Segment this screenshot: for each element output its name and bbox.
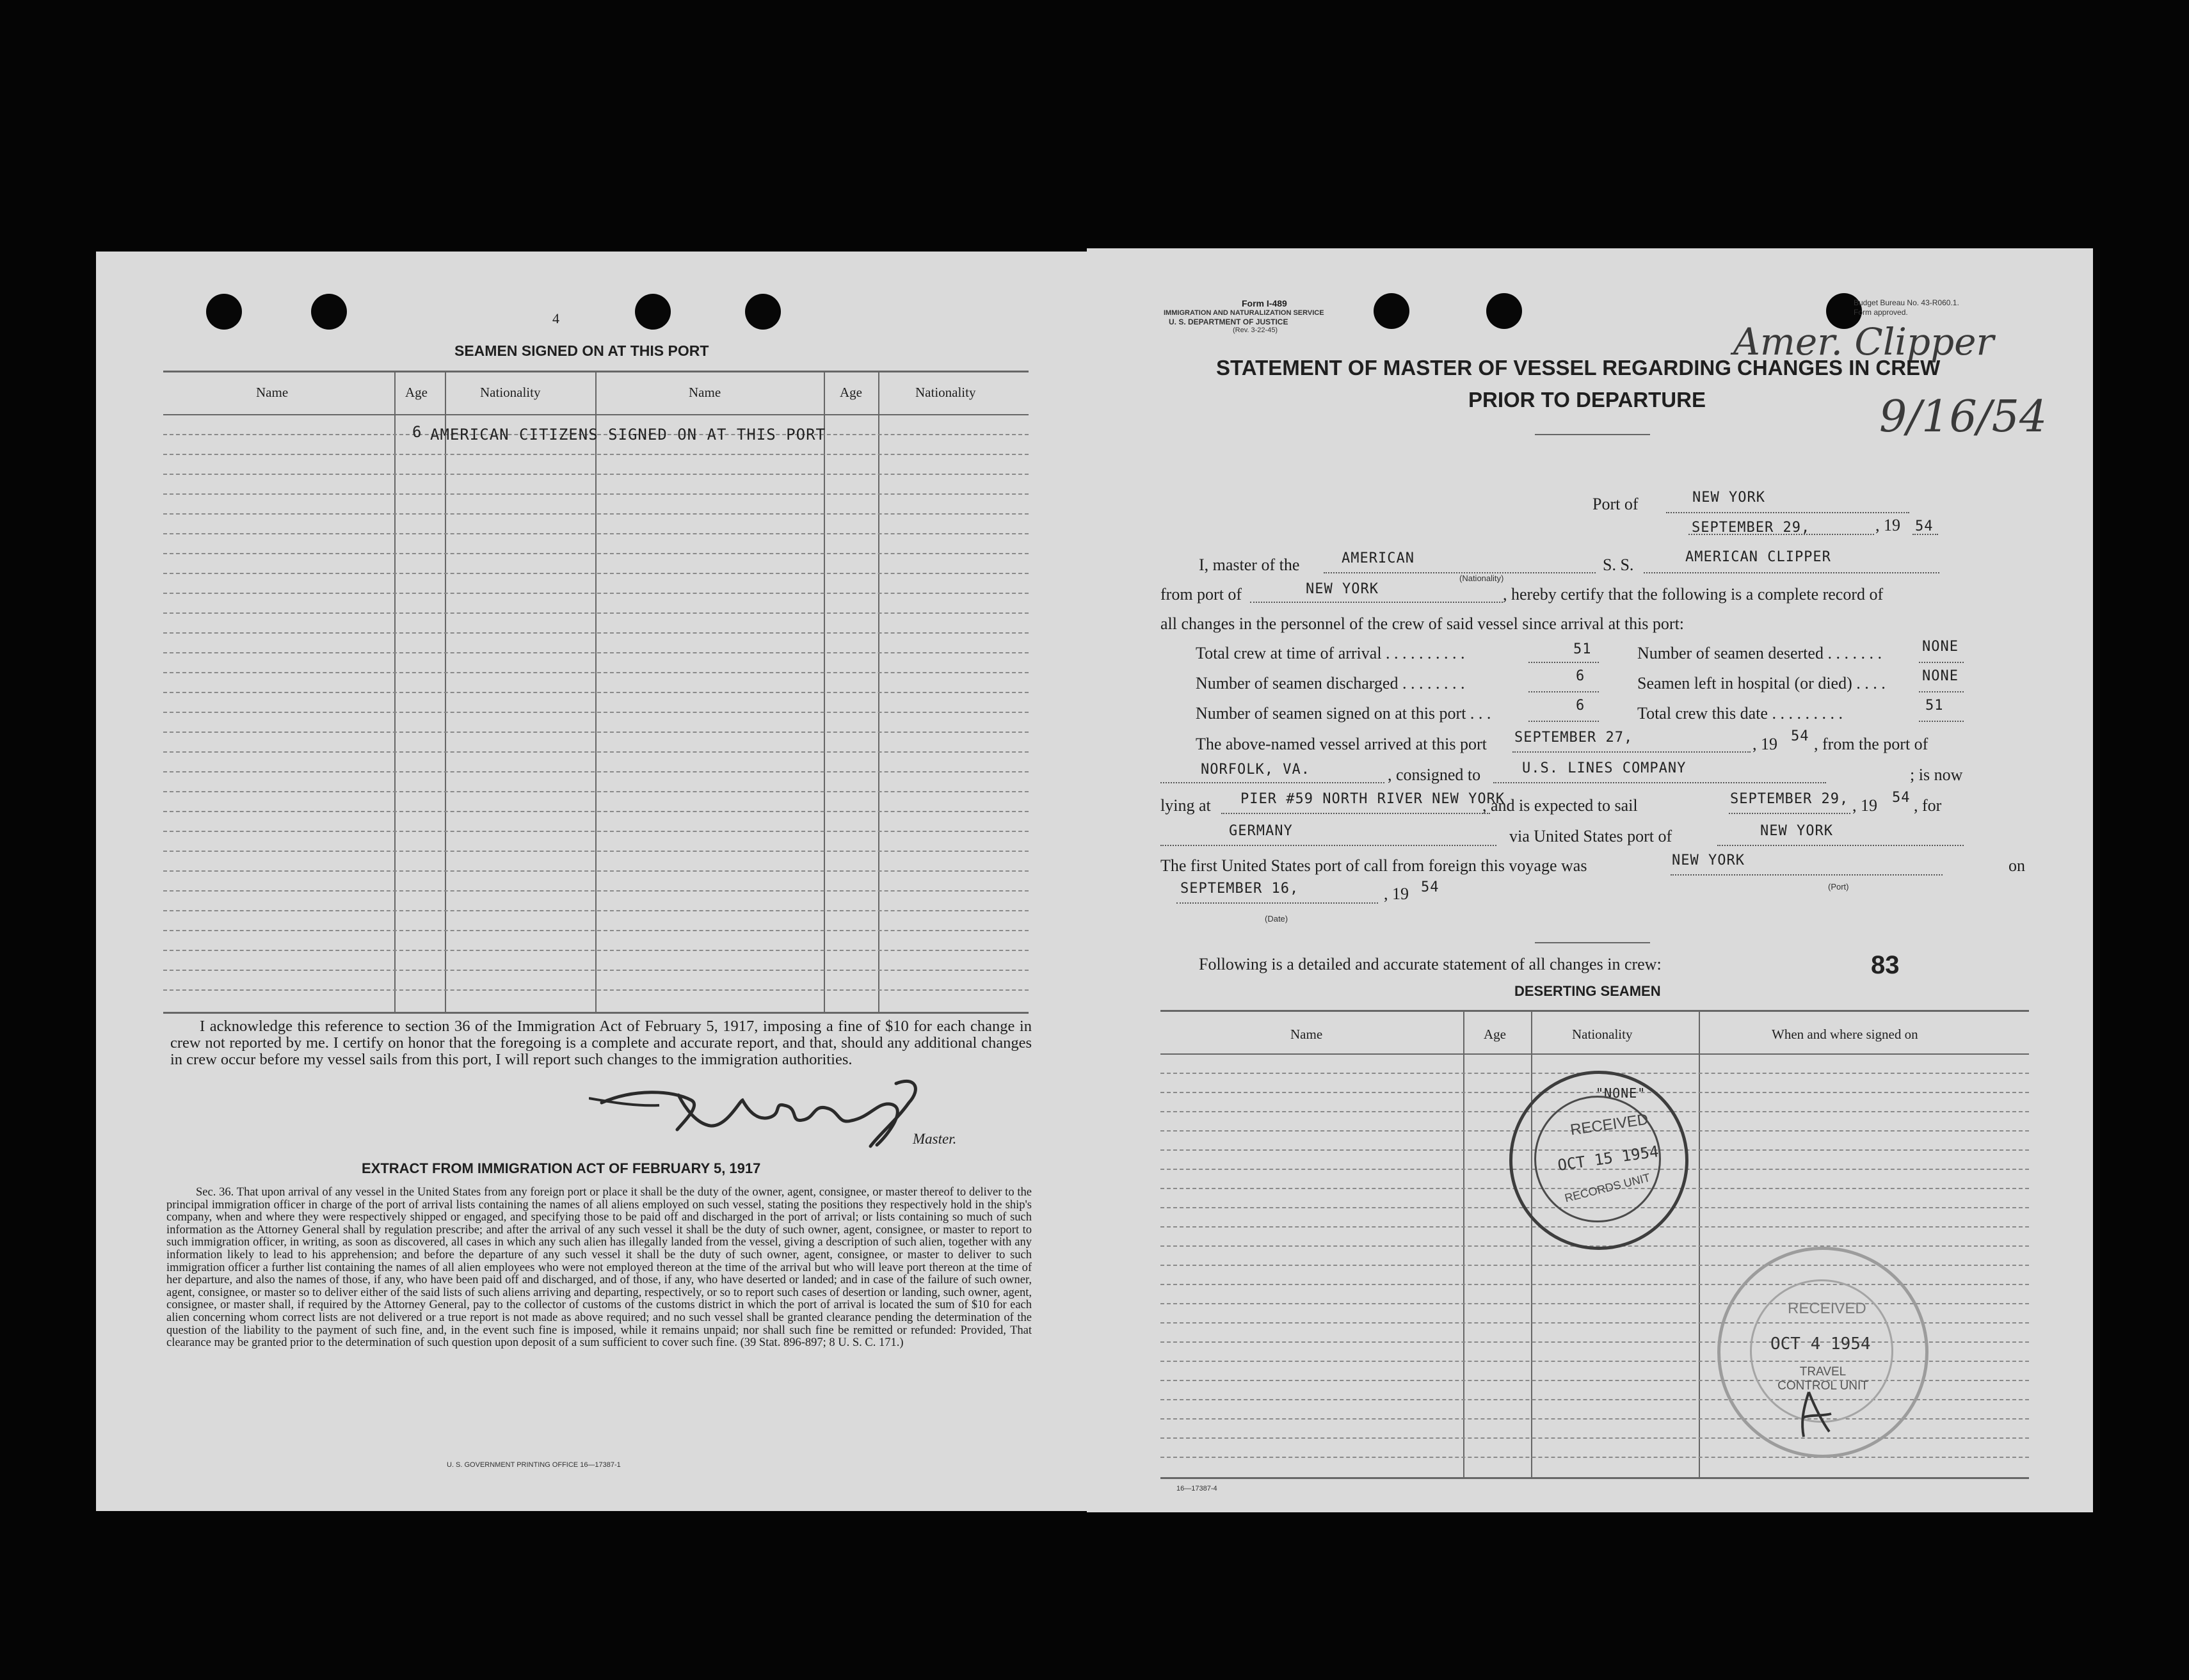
via-value: NEW YORK [1760, 823, 1833, 839]
form-number: Form I-489 [1242, 298, 1287, 308]
table-top-rule [1160, 1010, 2029, 1012]
left-page [96, 252, 1087, 1511]
consignee-value: U.S. LINES COMPANY [1522, 760, 1687, 776]
origin-value: NORFOLK, VA. [1201, 762, 1310, 778]
stamp-received: RECEIVED [1788, 1300, 1866, 1317]
punch-hole [1374, 293, 1409, 329]
row-rule [1160, 1437, 2029, 1439]
col-divider [1531, 1010, 1532, 1477]
col-divider [1463, 1010, 1464, 1477]
revision: (Rev. 3-22-45) [1233, 326, 1278, 334]
row-rule [1160, 1457, 2029, 1458]
row-rule [163, 791, 1029, 792]
punch-hole [745, 294, 781, 330]
total-arrival-label: Total crew at time of arrival . . . . . . . . . . [1196, 644, 1465, 662]
change-number: 83 [1871, 951, 1900, 979]
col-divider [878, 371, 879, 1012]
via-field [1717, 845, 1964, 846]
row-rule [163, 692, 1029, 693]
signed-on-value: 6 [1576, 698, 1585, 714]
first-port-value: NEW YORK [1672, 852, 1745, 868]
col-header-nationality: Nationality [915, 385, 976, 400]
col-divider [394, 371, 396, 1012]
right-footer: 16—17387-4 [1176, 1485, 1217, 1492]
vessel-field [1644, 572, 1939, 573]
discharged-label: Number of seamen discharged . . . . . . . . [1196, 674, 1465, 692]
col-divider [824, 371, 825, 1012]
destination-value: GERMANY [1229, 823, 1293, 839]
total-arrival-field [1528, 662, 1599, 663]
stamp-date: OCT 15 1954 [1556, 1142, 1660, 1174]
col-header-nationality: Nationality [1572, 1027, 1633, 1042]
deserting-title: DESERTING SEAMEN [1514, 983, 1661, 999]
date-caption: (Date) [1265, 914, 1288, 924]
lying-at-label: lying at [1160, 796, 1211, 815]
handwritten-date: 9/16/54 [1879, 392, 2048, 442]
stamp-unit: RECORDS UNIT [1563, 1171, 1652, 1205]
budget-line: Budget Bureau No. 43-R060.1. [1854, 298, 1959, 307]
right-page [1087, 248, 2093, 1512]
via-label: via United States port of [1509, 827, 1672, 845]
signed-on-label: Number of seamen signed on at this port . . . [1196, 704, 1491, 723]
col-header-name: Name [1290, 1027, 1323, 1042]
nationality-value: AMERICAN [1342, 550, 1415, 566]
consigned-label: , consigned to [1388, 765, 1481, 784]
following-text: Following is a detailed and accurate statement of all changes in crew: [1199, 955, 1662, 973]
on-label: on [2009, 856, 2025, 875]
row-rule [163, 771, 1029, 772]
from-port-field [1250, 602, 1503, 603]
punch-hole [311, 294, 347, 330]
vessel-value: AMERICAN CLIPPER [1685, 549, 1831, 565]
destination-field [1160, 845, 1496, 846]
arrived-field [1512, 751, 1751, 753]
agency-line: U. S. DEPARTMENT OF JUSTICE [1169, 317, 1288, 326]
ss-label: S. S. [1603, 556, 1634, 574]
none-entry: "NONE" [1596, 1085, 1646, 1101]
discharged-field [1528, 691, 1599, 692]
row-rule [163, 652, 1029, 653]
col-header-name: Name [256, 385, 289, 400]
row-rule [163, 573, 1029, 574]
year-prefix: , 19 [1875, 516, 1900, 534]
expected-label: , and is expected to sail [1482, 796, 1638, 815]
master-label: Master. [913, 1131, 957, 1147]
arrived-year-prefix: , 19 [1752, 735, 1777, 753]
extract-text: Sec. 36. That upon arrival of any vessel in the United States from any foreign port or place it shall be the duty of the owner, agent, consignee, or master thereof to deliver to the principal immigration officer in charge of the port of arrival lists containing the names of all aliens employed on such vessel, stating the positions they respectively hold in the ship's company, when and where they were respectively shipped or engaged, and specifying those to be paid off and discharged in the port of arrival; or lists containing so much of such information as the Attorney General shall by regulation prescribe; and after the arrival of any such vessel it shall be the duty of such owner, agent, consignee, or master to report to such immigration officer, in writing, as soon as discovered, all cases in which any such alien has illegally landed from the vessel, giving a description of such alien, together with any information likely to lead to his apprehension; and before the departure of any such vessel it shall be the duty of such owner, agent, consignee, or master to deliver to such immigration officer a further list containing the names of all alien employees who were not employed thereon at the time of the arrival but who will leave port thereon at the time of her departure, and also the names of those, if any, who have been paid off and discharged, and of those, if any, who have deserted or landed; and in case of the failure of such owner, agent, consignee, or master so to deliver either of the said lists of such aliens arriving and departing, respectively, or so to report such cases of desertion or landing, such owner, agent, consignee, or master shall, if required by the Attorney General, pay to the collector of customs of the customs district in which the port of arrival is located the sum of $10 for each alien concerning whom correct lists are not delivered or a true report is not made as above required; and no such vessel shall be granted clearance pending the determination of the question of the liability to the payment of such fine, and, in the event such fine is imposed, while it remains unpaid; nor shall such fine be remitted or refunded: Provided, That clearance may be granted prior to the determination of such question upon deposit of a sum sufficient to cover such fine. (39 Stat. 896-897; 8 U. S. C. 171.) [166, 1186, 1032, 1350]
col-divider [595, 371, 597, 1012]
row-rule [163, 751, 1029, 753]
col-header-age: Age [405, 385, 428, 400]
deserted-label: Number of seamen deserted . . . . . . . [1637, 644, 1882, 662]
form-subtitle: PRIOR TO DEPARTURE [1468, 388, 1706, 412]
stamp-date: OCT 4 1954 [1770, 1334, 1871, 1354]
port-field [1666, 512, 1909, 513]
acknowledgment-text: I acknowledge this reference to section 36 of the Immigration Act of February 5, 1917, imposing a fine of $10 for each change in crew not reported by me. I certify on honor that the foregoing is a complete and accurate report, and that, should any additional changes in crew occur before my vessel sails from this port, I will report such changes to the immigration authorities. [170, 1018, 1032, 1068]
row-rule [163, 712, 1029, 713]
table-header-rule [1160, 1053, 2029, 1055]
row-rule [163, 553, 1029, 554]
from-port-label: from port of [1160, 585, 1242, 604]
row-rule [163, 672, 1029, 673]
handwritten-vessel: Amer. Clipper [1733, 320, 1994, 364]
sail-year: 54 [1892, 790, 1911, 806]
date-value: SEPTEMBER 29, [1692, 520, 1811, 536]
row-rule [163, 593, 1029, 594]
row-rule [163, 612, 1029, 614]
row-rule [163, 831, 1029, 832]
row-rule [163, 474, 1029, 475]
table-bottom-rule [163, 1012, 1029, 1014]
lying-value: PIER #59 NORTH RIVER NEW YORK [1240, 791, 1505, 807]
total-date-field [1919, 721, 1964, 722]
port-caption: (Port) [1828, 882, 1849, 892]
section-rule [1535, 942, 1650, 943]
nationality-caption: (Nationality) [1459, 573, 1504, 583]
arrived-label: The above-named vessel arrived at this port [1196, 735, 1487, 753]
deserted-value: NONE [1922, 639, 1959, 655]
page-number: 4 [552, 310, 559, 326]
col-divider [445, 371, 446, 1012]
row-rule [163, 950, 1029, 951]
changes-text: all changes in the personnel of the crew of said vessel since arrival at this port: [1160, 614, 1685, 633]
hospital-field [1919, 691, 1964, 692]
row-rule [163, 970, 1029, 971]
row-rule [163, 632, 1029, 634]
is-now-label: ; is now [1910, 765, 1963, 784]
punch-hole [1486, 293, 1522, 329]
row-rule [163, 732, 1029, 733]
row-rule [163, 870, 1029, 872]
arrived-value: SEPTEMBER 27, [1514, 730, 1633, 746]
discharged-value: 6 [1576, 668, 1585, 684]
first-date-field [1176, 902, 1378, 904]
consignee-field [1493, 782, 1826, 783]
stamp-received: RECEIVED [1569, 1110, 1649, 1139]
year-value: 54 [1915, 518, 1934, 534]
budget-line: Form approved. [1854, 308, 1908, 317]
col-header-age: Age [840, 385, 862, 400]
received-stamp-records [1509, 1071, 1688, 1250]
port-value: NEW YORK [1692, 490, 1765, 506]
entry-age: 6 [412, 423, 422, 441]
hospital-value: NONE [1922, 668, 1959, 684]
row-rule [163, 513, 1029, 515]
deserted-field [1919, 662, 1964, 663]
entry-text: AMERICAN CITIZENS SIGNED ON AT THIS PORT [430, 426, 826, 444]
row-rule [163, 890, 1029, 892]
col-header-age: Age [1484, 1027, 1506, 1042]
col-divider [1699, 1010, 1700, 1477]
row-rule [163, 533, 1029, 534]
first-year: 54 [1421, 879, 1439, 895]
col-header-name: Name [689, 385, 721, 400]
hospital-label: Seamen left in hospital (or died) . . . . [1637, 674, 1886, 692]
left-footer: U. S. GOVERNMENT PRINTING OFFICE 16—17387-1 [447, 1461, 621, 1469]
arrived-year: 54 [1791, 728, 1809, 744]
port-label: Port of [1592, 495, 1639, 513]
row-rule [163, 930, 1029, 931]
from-port-value: NEW YORK [1306, 581, 1379, 597]
sail-value: SEPTEMBER 29, [1730, 791, 1849, 807]
signed-on-field [1528, 721, 1599, 722]
total-date-label: Total crew this date . . . . . . . . . [1637, 704, 1843, 723]
col-header-nationality: Nationality [480, 385, 541, 400]
punch-hole [206, 294, 242, 330]
lying-field [1221, 813, 1490, 814]
total-arrival-value: 51 [1573, 641, 1592, 657]
total-date-value: 51 [1925, 698, 1944, 714]
punch-hole [635, 294, 671, 330]
certify-text: , hereby certify that the following is a complete record of [1503, 585, 1884, 604]
row-rule [163, 811, 1029, 812]
row-rule [163, 454, 1029, 455]
for-label: , for [1914, 796, 1942, 815]
left-title: SEAMEN SIGNED ON AT THIS PORT [454, 342, 709, 359]
extract-title: EXTRACT FROM IMMIGRATION ACT OF FEBRUARY 5, 1917 [362, 1160, 761, 1176]
sail-field [1729, 813, 1850, 814]
row-rule [163, 851, 1029, 852]
first-year-prefix: , 19 [1384, 884, 1409, 903]
form-title: STATEMENT OF MASTER OF VESSEL REGARDING CHANGES IN CREW [1216, 356, 1941, 380]
from-port-of-label: , from the port of [1814, 735, 1928, 753]
row-rule [163, 910, 1029, 911]
first-port-field [1671, 874, 1943, 876]
stamp-initials [1790, 1386, 1841, 1443]
row-rule [163, 493, 1029, 495]
row-rule [163, 989, 1029, 991]
first-date-value: SEPTEMBER 16, [1180, 881, 1299, 897]
title-underline [1535, 434, 1650, 435]
master-of-label: I, master of the [1199, 556, 1300, 574]
received-stamp-travel [1717, 1247, 1928, 1458]
first-port-label: The first United States port of call from foreign this voyage was [1160, 856, 1587, 875]
agency-line: IMMIGRATION AND NATURALIZATION SERVICE [1164, 309, 1324, 317]
origin-field [1160, 782, 1384, 783]
row-rule [1160, 1265, 2029, 1266]
sail-year-prefix: , 19 [1852, 796, 1877, 815]
table-bottom-rule [1160, 1477, 2029, 1479]
stamp-unit: TRAVEL CONTROL UNIT [1777, 1365, 1868, 1393]
col-header-signed-on: When and where signed on [1772, 1027, 1918, 1042]
